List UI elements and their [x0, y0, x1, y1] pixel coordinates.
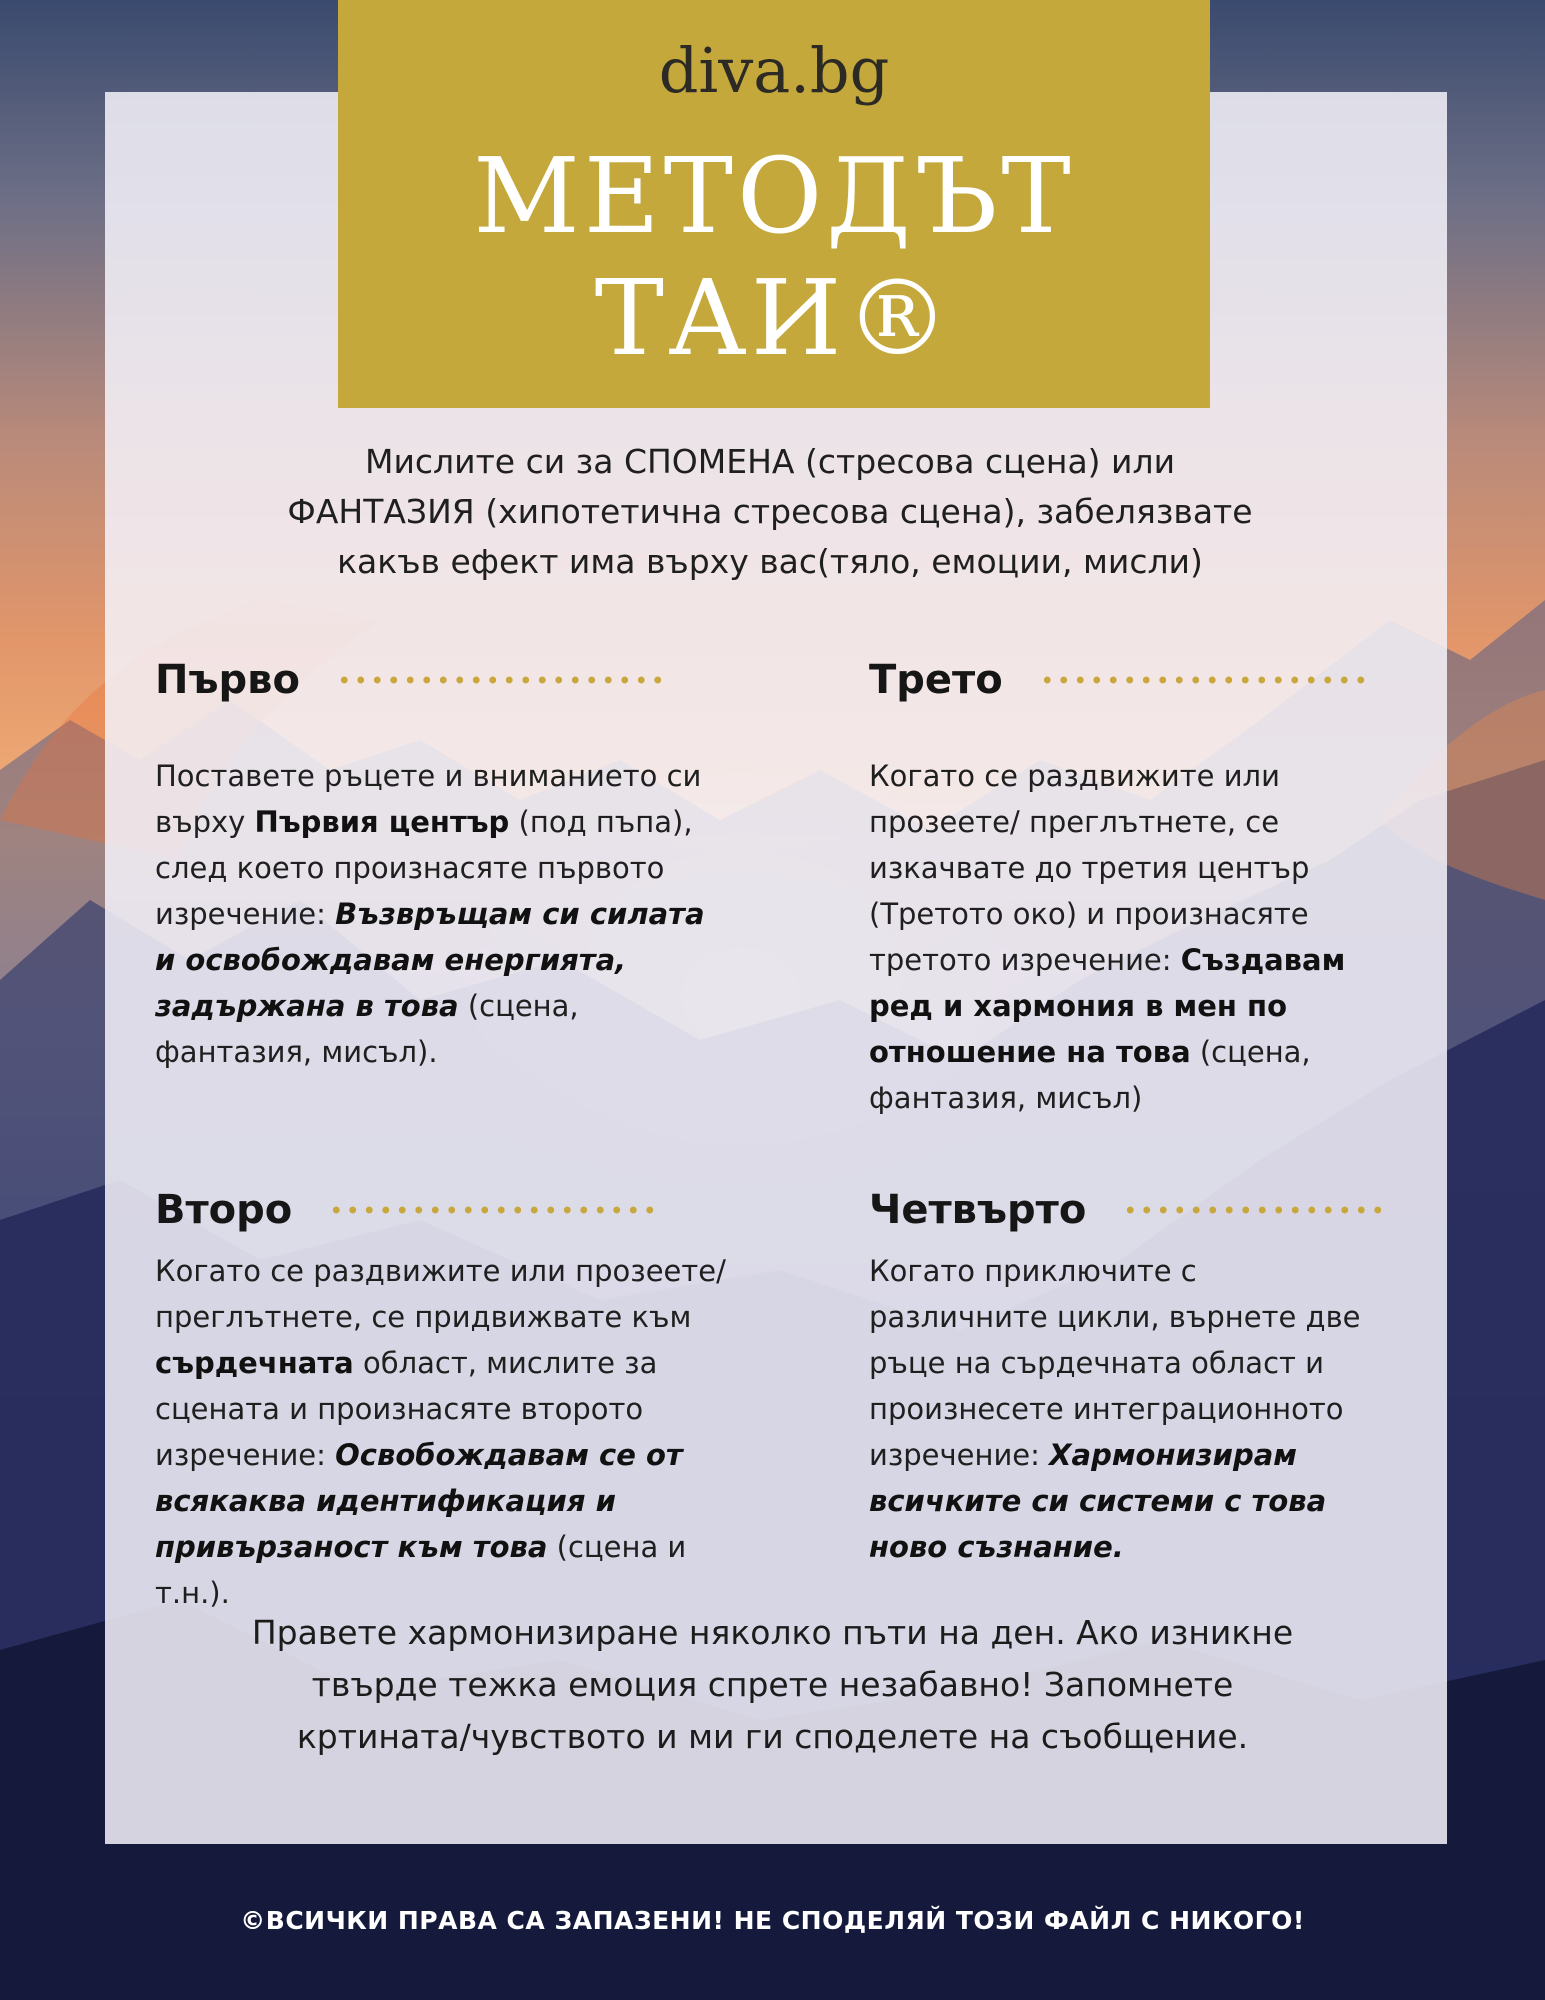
section-text: [155, 1248, 755, 1616]
text-line: Поставете ръцете и вниманието си: [155, 759, 702, 793]
text-line: изречение: Възвръщам си силата: [155, 897, 705, 931]
copyright-notice: ©ВСИЧКИ ПРАВА СА ЗАПАЗЕНИ! НЕ СПОДЕЛЯЙ ТОЗИ ФАЙЛ С НИКОГО!: [240, 1906, 1305, 1935]
text-line: фантазия, мисъл): [869, 1081, 1143, 1115]
text-line: ред и хармония в мен по: [869, 989, 1288, 1023]
intro-text: [220, 437, 1320, 587]
section-text: [869, 753, 1469, 1121]
text-line: различните цикли, върнете две: [869, 1300, 1361, 1334]
text-line: ръце на сърдечната област и: [869, 1346, 1324, 1380]
text-line: задържана в това (сцена,: [155, 989, 579, 1023]
main-title: [338, 135, 1210, 379]
text-line: и освобождавам енергията,: [155, 943, 627, 977]
section-title: Четвърто: [869, 1187, 1087, 1233]
closing-line: кртината/чувството и ми ги споделете на съобщение.: [296, 1717, 1249, 1756]
main-title-line: МЕТОДЪТ: [473, 135, 1075, 257]
text-line: Когато се раздвижите или прозеете/: [155, 1254, 726, 1288]
section-first: [155, 650, 755, 1075]
intro-line: Мислите си за СПОМЕНА (стресова сцена) или: [364, 442, 1176, 481]
text-line: преглътнете, се придвижвате към: [155, 1300, 692, 1334]
section-text: [869, 1248, 1469, 1570]
section-third: [869, 650, 1469, 1121]
text-line: Когато приключите с: [869, 1254, 1197, 1288]
main-title-line: ТАИ®: [594, 257, 954, 379]
section-title: Трето: [869, 657, 1003, 703]
closing-line: твърде тежка емоция спрете незабавно! Запомнете: [311, 1665, 1234, 1704]
dotted-divider: [328, 1206, 660, 1214]
dotted-divider: [336, 676, 668, 684]
text-line: върху Първия център (под пъпа),: [155, 805, 693, 839]
text-line: всичките си системи с това: [869, 1484, 1327, 1518]
text-line: отношение на това (сцена,: [869, 1035, 1311, 1069]
site-name: diva.bg: [658, 34, 890, 107]
text-line: прозеете/ преглътнете, се: [869, 805, 1280, 839]
text-line: привързаност към това (сцена и т.н.).: [155, 1530, 687, 1610]
text-line: сърдечната област, мислите за: [155, 1346, 658, 1380]
section-title: Второ: [155, 1187, 293, 1233]
text-line: Когато се раздвижите или: [869, 759, 1280, 793]
text-line: сцената и произнасяте второто: [155, 1392, 644, 1426]
title-banner: [338, 0, 1210, 408]
dotted-divider: [1122, 1206, 1382, 1214]
closing-line: Правете хармонизиране няколко пъти на ден. Ако изникне: [251, 1613, 1294, 1652]
text-line: след което произнасяте първото: [155, 851, 665, 885]
section-text: [155, 753, 755, 1075]
text-line: третото изречение: Създавам: [869, 943, 1346, 977]
section-title: Първо: [155, 657, 300, 703]
closing-note: [200, 1607, 1345, 1763]
text-line: изречение: Освобождавам се от: [155, 1438, 683, 1472]
text-line: произнесете интеграционното: [869, 1392, 1344, 1426]
text-line: (Третото око) и произнасяте: [869, 897, 1309, 931]
section-fourth: [869, 1180, 1469, 1570]
intro-line: ФАНТАЗИЯ (хипотетична стресова сцена), забелязвате: [287, 492, 1253, 531]
text-line: изкачвате до третия център: [869, 851, 1310, 885]
text-line: изречение: Хармонизирам: [869, 1438, 1298, 1472]
text-line: всякаква идентификация и: [155, 1484, 616, 1518]
text-line: фантазия, мисъл).: [155, 1035, 438, 1069]
intro-line: какъв ефект има върху вас(тяло, емоции, мисли): [337, 542, 1203, 581]
text-line: ново съзнание.: [869, 1530, 1124, 1564]
section-second: [155, 1180, 755, 1616]
dotted-divider: [1039, 676, 1371, 684]
